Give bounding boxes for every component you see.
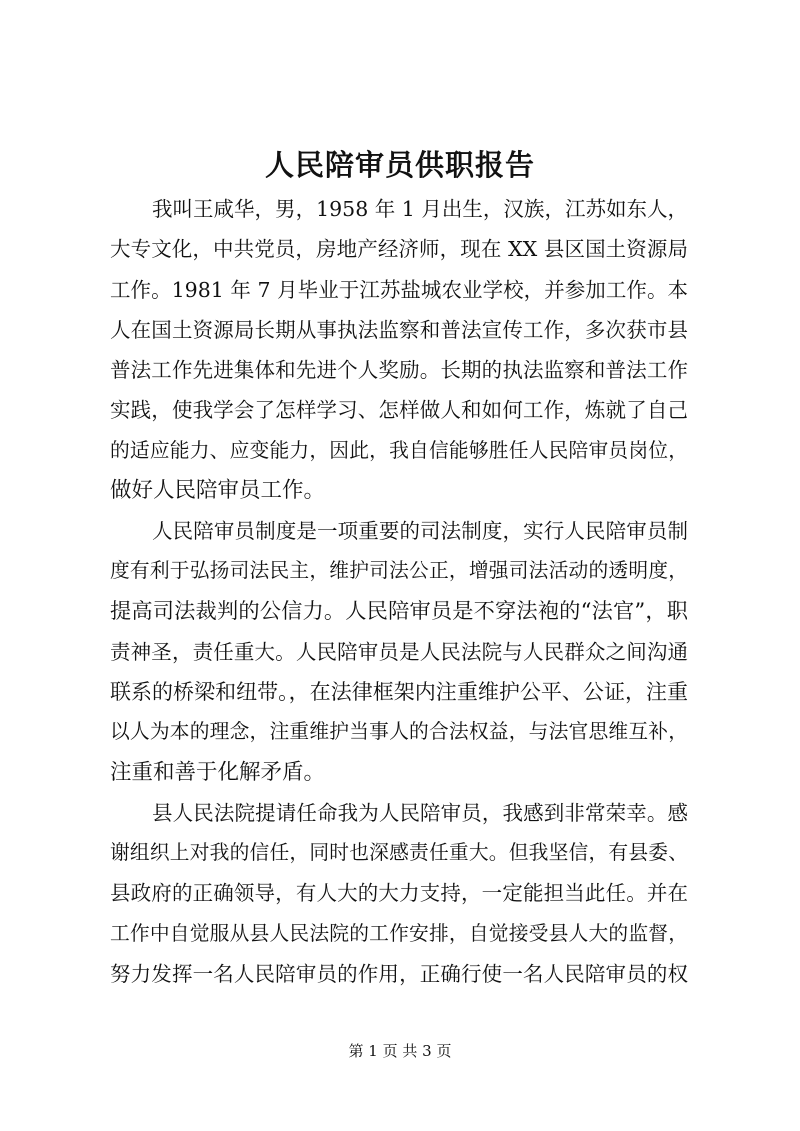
paragraph-2-line-3: 提高司法裁判的公信力。人民陪审员是不穿法袍的“法官”，职 bbox=[110, 599, 688, 624]
paragraph-3-line-1: 县人民法院提请任命我为人民陪审员，我感到非常荣幸。感 bbox=[152, 801, 688, 825]
paragraph-1-line-7: 的适应能力、应变能力，因此，我自信能够胜任人民陪审员岗位， bbox=[110, 439, 688, 462]
paragraph-3-line-4: 工作中自觉服从县人民法院的工作安排，自觉接受县人大的监督， bbox=[110, 922, 688, 945]
paragraph-1-line-3: 工作。1981 年 7 月毕业于江苏盐城农业学校，并参加工作。本 bbox=[110, 278, 688, 302]
paragraph-1-line-5: 普法工作先进集体和先进个人奖励。长期的执法监察和普法工作 bbox=[110, 358, 688, 382]
paragraph-3-line-3: 县政府的正确领导，有人大的大力支持，一定能担当此任。并在 bbox=[110, 881, 688, 905]
paragraph-2-line-4: 责神圣，责任重大。人民陪审员是人民法院与人民群众之间沟通 bbox=[110, 640, 688, 664]
page-footer: 第 1 页 共 3 页 bbox=[348, 1042, 452, 1060]
paragraph-1-line-8: 做好人民陪审员工作。 bbox=[110, 478, 326, 503]
paragraph-1-line-4: 人在国土资源局长期从事执法监察和普法宣传工作，多次获市县 bbox=[110, 318, 688, 342]
paragraph-2-line-6: 以人为本的理念，注重维护当事人的合法权益，与法官思维互补， bbox=[110, 720, 688, 743]
paragraph-3-line-5: 努力发挥一名人民陪审员的作用，正确行使一名人民陪审员的权 bbox=[110, 962, 688, 986]
paragraph-1-line-6: 实践，使我学会了怎样学习、怎样做人和如何工作，炼就了自己 bbox=[110, 398, 688, 422]
paragraph-2-line-7: 注重和善于化解矛盾。 bbox=[110, 760, 326, 785]
paragraph-1-line-2: 大专文化，中共党员，房地产经济师，现在 XX 县区国土资源局 bbox=[110, 237, 688, 261]
paragraph-2-line-1: 人民陪审员制度是一项重要的司法制度，实行人民陪审员制 bbox=[152, 519, 688, 543]
paragraph-1-line-1: 我叫王咸华，男，1958 年 1 月出生，汉族，江苏如东人， bbox=[152, 197, 688, 221]
paragraph-3-line-2: 谢组织上对我的信任，同时也深感责任重大。但我坚信，有县委、 bbox=[110, 841, 688, 864]
paragraph-2-line-2: 度有利于弘扬司法民主，维护司法公正，增强司法活动的透明度， bbox=[110, 559, 688, 582]
paragraph-2-line-5: 联系的桥梁和纽带。，在法律框架内注重维护公平、公证，注重 bbox=[110, 680, 688, 704]
document-title: 人民陪审员供职报告 bbox=[264, 148, 535, 182]
